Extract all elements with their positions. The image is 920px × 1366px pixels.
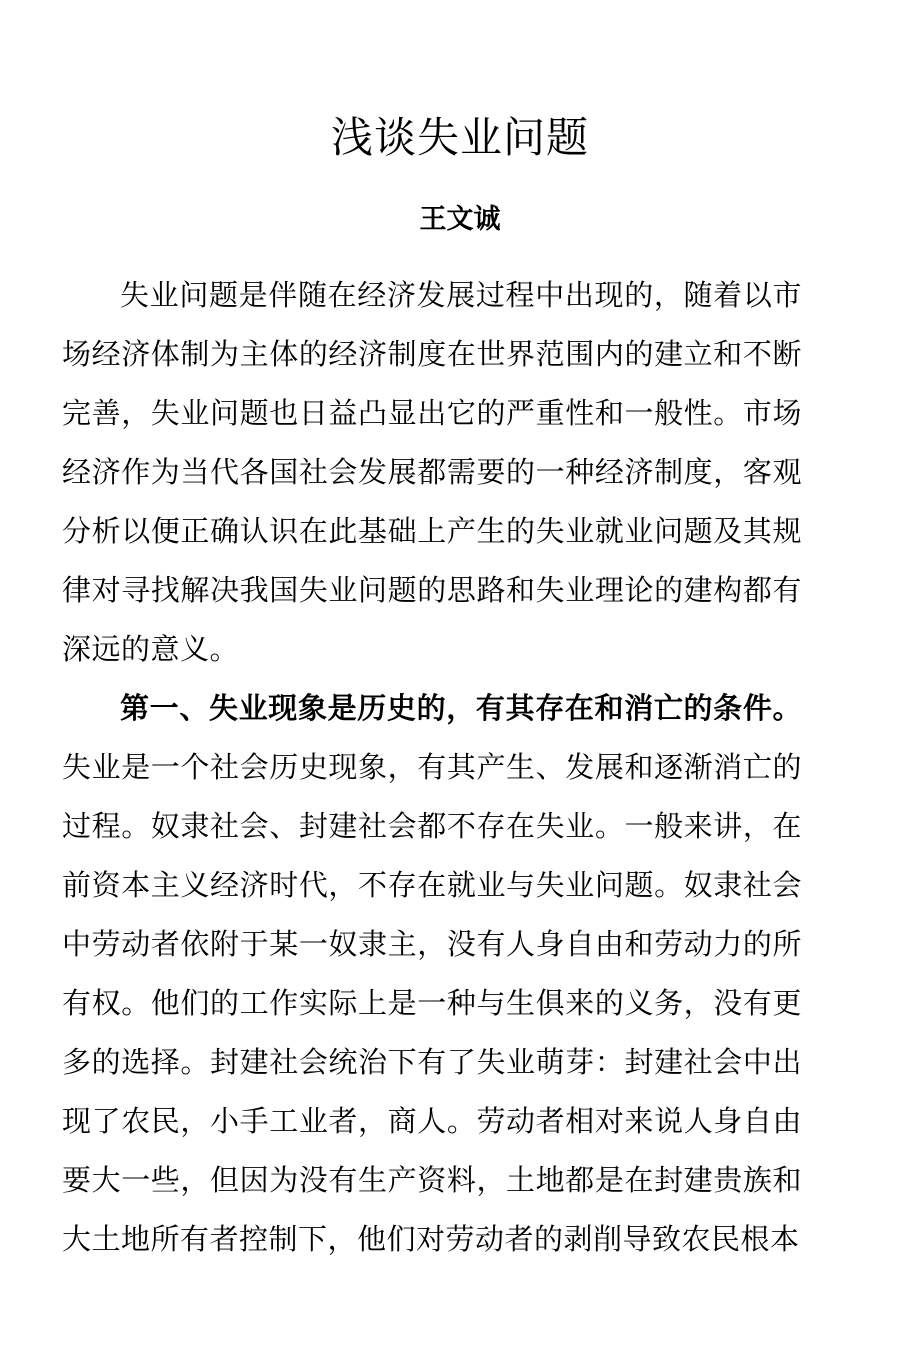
document-title: 浅谈失业问题 [330,113,589,162]
section-heading: 第一、失业现象是历史的，有其存在和消亡的条件。 [120,691,802,725]
paragraph-text: 失业是一个社会历史现象，有其产生、发展和逐渐消亡的过程。奴隶社会、封建社会都不存在失业。一般来讲，在前资本主义经济时代，不存在就业与失业问题。奴隶社会中劳动者依附于某一奴隶主，没有人身自由和劳动力的所有权。他们的工作实际上是一种与生俱来的义务，没有更多的选择。封建社会统治下有了失业萌芽：封建社会中出现了农民，小手工业者，商人。劳动者相对来说人身自由要大一些，但因为没有生产资料，土地都是在封建贵族和大土地所有者控制下，他们对劳动者的剥削导致农民根本 [62,750,802,1256]
paragraph-text: 失业问题是伴随在经济发展过程中出现的，随着以市场经济体制为主体的经济制度在世界范围内的建立和不断完善，失业问题也日益凸显出它的严重性和一般性。市场经济作为当代各国社会发展都需要的一种经济制度，客观分析以便正确认识在此基础上产生的失业就业问题及其规律对寻找解决我国失业问题的思路和失业理论的建构都有深远的意义。 [62,278,802,666]
paragraph-section-one [62,679,802,1269]
author-name: 王文诚 [419,204,501,235]
paragraph-intro [62,266,802,679]
document-body [62,266,802,1269]
